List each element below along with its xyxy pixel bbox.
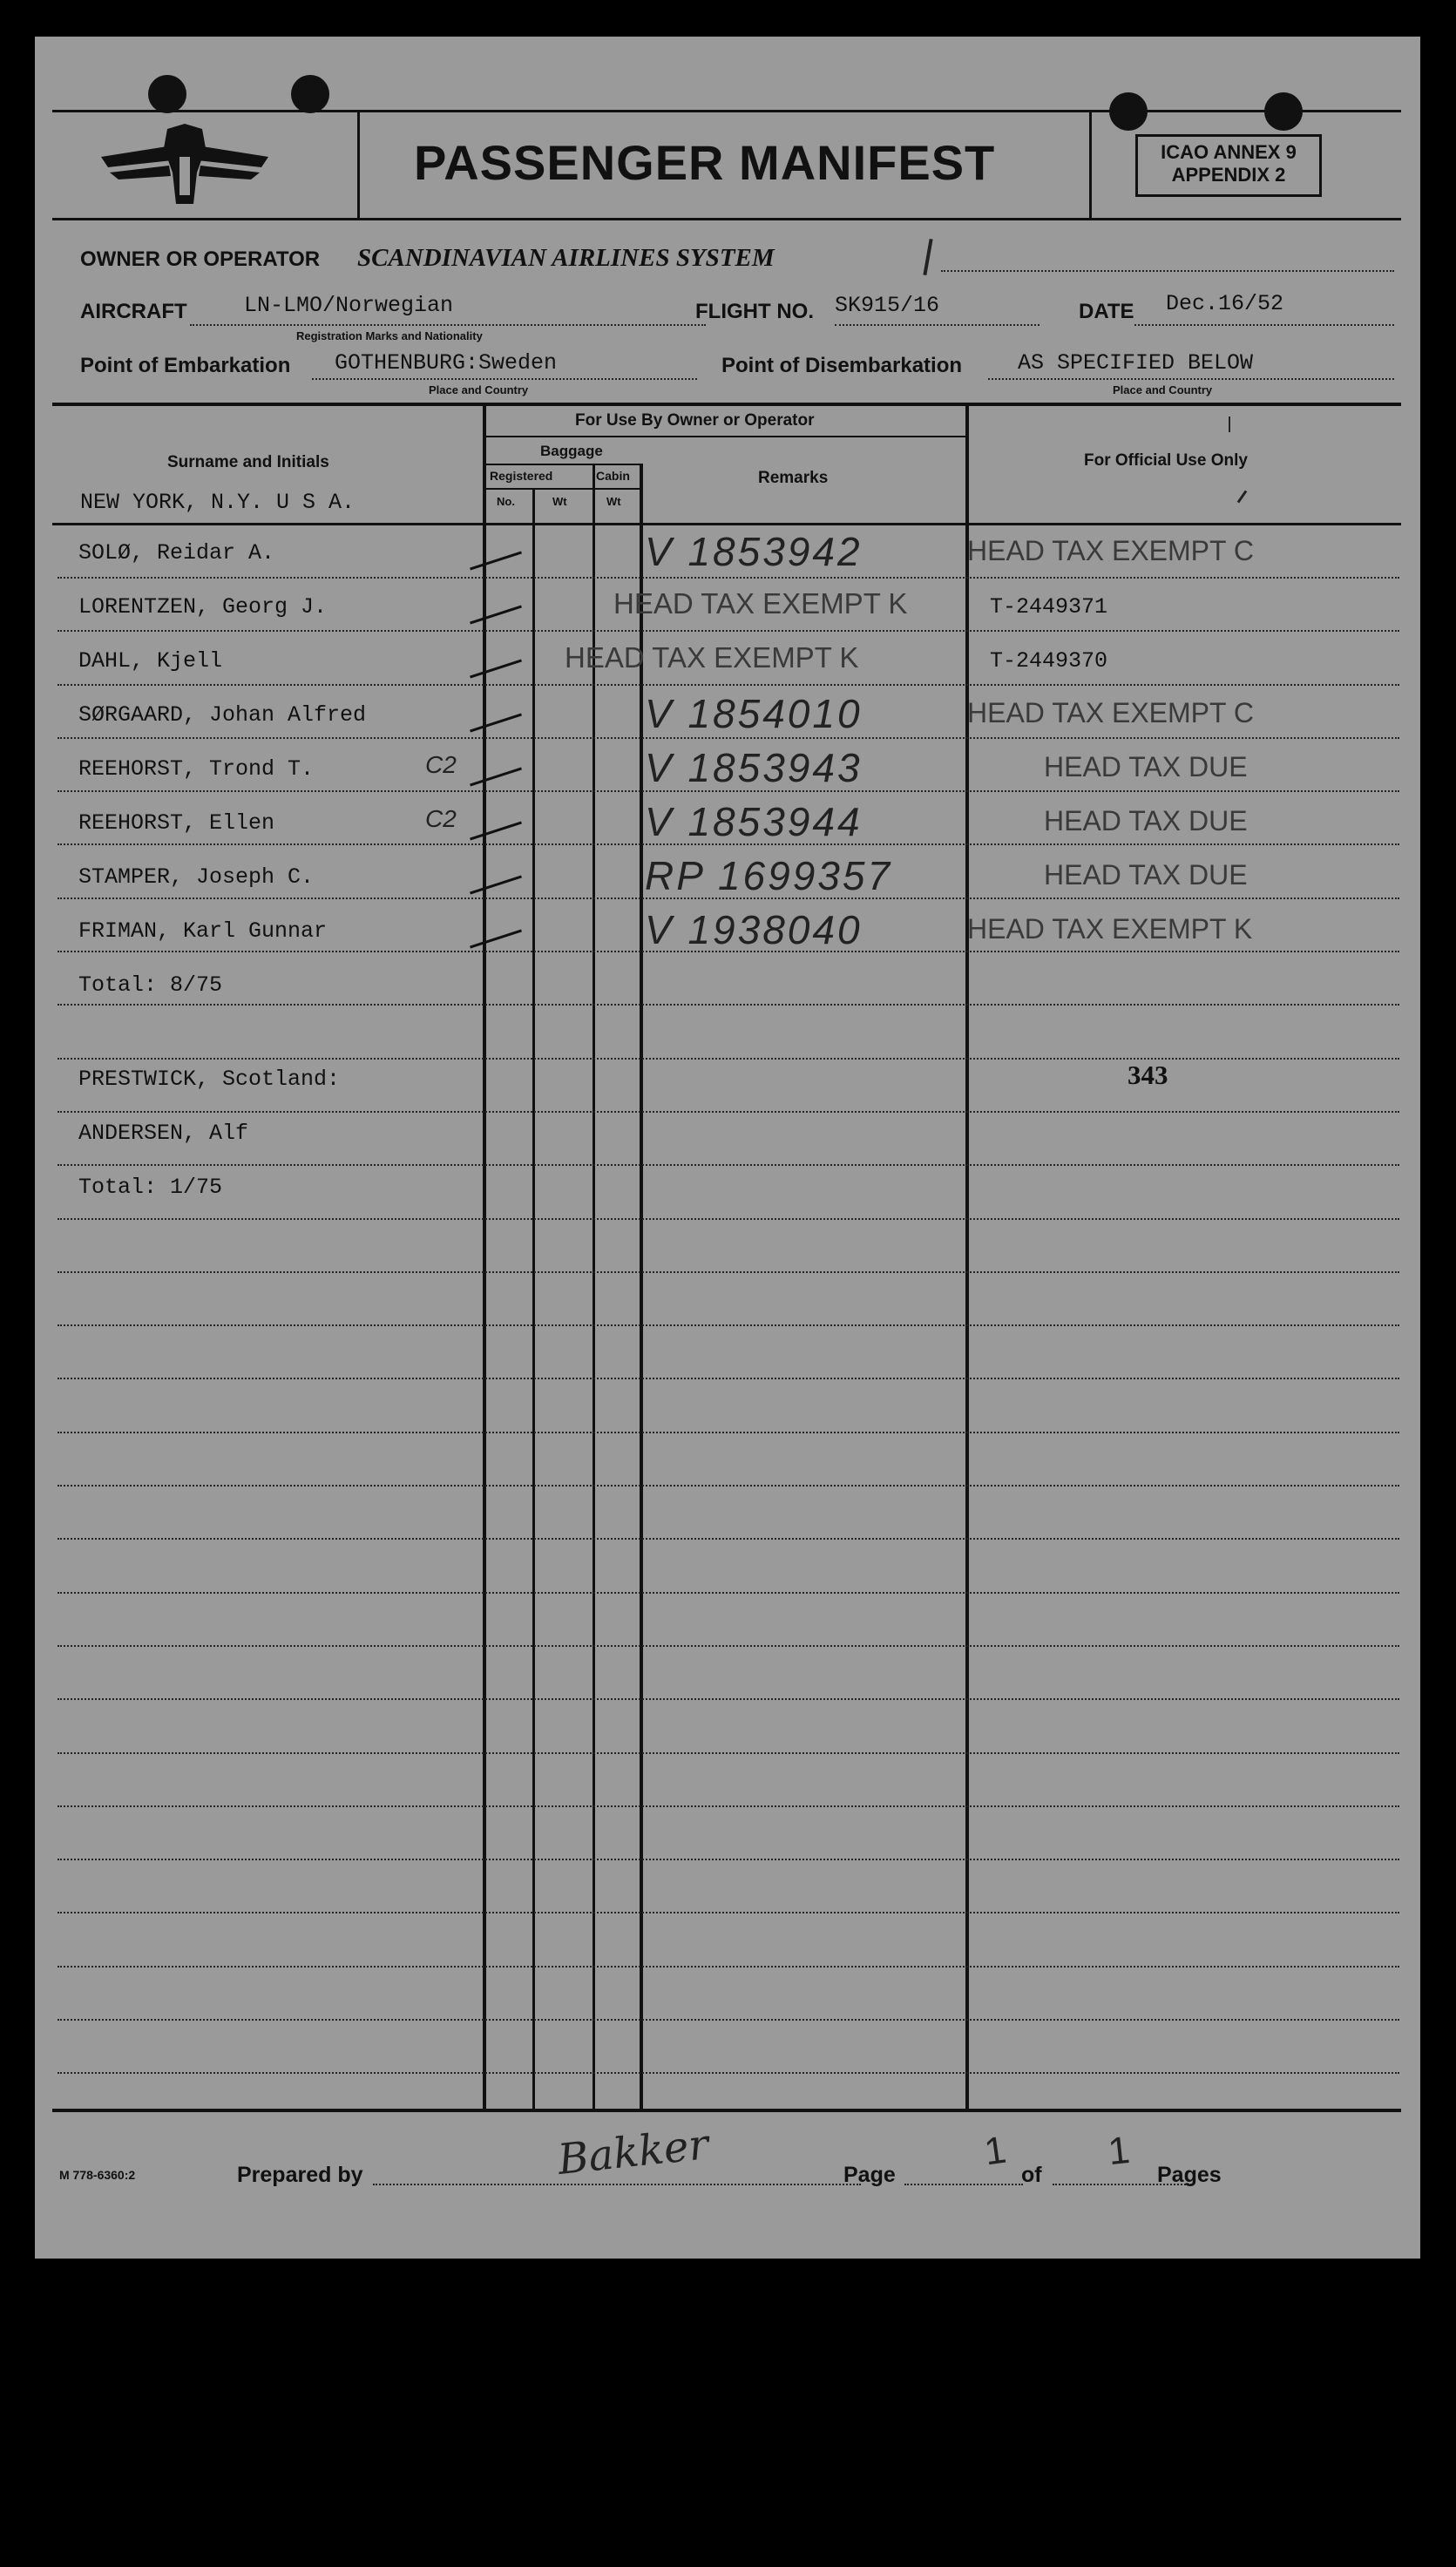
- embark-dotted-line: [312, 378, 697, 380]
- row-rule: [58, 1698, 1399, 1700]
- date-label: DATE: [1079, 300, 1134, 323]
- official-stamp: HEAD TAX EXEMPT K: [967, 913, 1253, 945]
- check-mark-icon: [470, 929, 522, 948]
- handwritten-mark: [1229, 417, 1230, 432]
- check-mark-icon: [470, 767, 522, 786]
- row-rule: [58, 1111, 1399, 1113]
- official-stamp: HEAD TAX DUE: [1044, 805, 1248, 836]
- header-bottom-rule: [52, 218, 1401, 220]
- aircraft-value: LN-LMO/Norwegian: [244, 293, 454, 318]
- form-title: PASSENGER MANIFEST: [414, 135, 996, 190]
- passenger-name: SOLØ, Reidar A.: [78, 540, 275, 566]
- row-rule: [58, 630, 1399, 632]
- embark-label: Point of Embarkation: [80, 354, 291, 377]
- page-dotted-line: [904, 2184, 1023, 2185]
- passenger-name: REEHORST, Ellen: [78, 810, 275, 836]
- row-rule: [58, 1271, 1399, 1273]
- remarks-header: Remarks: [758, 469, 829, 487]
- disembark-dotted-line: [988, 378, 1394, 380]
- of-value: 1: [1106, 2128, 1132, 2174]
- table-top-rule: [52, 403, 1401, 406]
- footer-code: M 778-6360:2: [59, 2168, 136, 2182]
- passenger-name: FRIMAN, Karl Gunnar: [78, 918, 328, 944]
- baggage-header: Baggage: [540, 443, 603, 459]
- remarks-handwritten: RP 1699357: [645, 853, 893, 898]
- column-divider: [640, 464, 643, 2109]
- passenger-name: ANDERSEN, Alf: [78, 1121, 249, 1146]
- row-rule: [58, 684, 1399, 686]
- check-mark-icon: [470, 821, 522, 840]
- aircraft-dotted-line: [190, 324, 706, 326]
- header-rule: [483, 436, 965, 437]
- header-rule: [483, 464, 643, 465]
- destination-heading: PRESTWICK, Scotland:: [78, 1067, 341, 1092]
- row-rule: [58, 1432, 1399, 1433]
- handwritten-mark: [1237, 491, 1248, 504]
- embark-value: GOTHENBURG:Sweden: [335, 350, 558, 376]
- official-stamp: HEAD TAX EXEMPT C: [967, 535, 1254, 566]
- header-divider: [357, 110, 360, 218]
- flight-dotted-line: [835, 324, 1040, 326]
- official-stamp: HEAD TAX EXEMPT C: [967, 697, 1254, 728]
- aircraft-label: AIRCRAFT: [80, 300, 187, 323]
- column-divider: [532, 488, 535, 2109]
- column-divider: [483, 403, 486, 2109]
- passenger-name: STAMPER, Joseph C.: [78, 864, 315, 890]
- prepared-label: Prepared by: [237, 2163, 363, 2187]
- prepared-signature: Bakker: [555, 2120, 711, 2184]
- no-header: No.: [497, 495, 515, 508]
- header-divider: [1089, 110, 1092, 218]
- row-rule: [58, 1164, 1399, 1166]
- remarks-handwritten: V 1853942: [645, 529, 863, 574]
- passenger-mark: C2: [425, 751, 457, 778]
- row-rule: [58, 1912, 1399, 1913]
- passenger-name: SØRGAARD, Johan Alfred: [78, 702, 367, 728]
- owner-value: SCANDINAVIAN AIRLINES SYSTEM: [357, 244, 775, 272]
- check-mark-icon: [470, 659, 522, 678]
- flight-value: SK915/16: [835, 293, 940, 318]
- remarks-stamp: HEAD TAX EXEMPT K: [613, 587, 908, 620]
- operator-use-header: For Use By Owner or Operator: [575, 411, 815, 430]
- aircraft-caption: Registration Marks and Nationality: [296, 329, 483, 342]
- date-dotted-line: [1134, 324, 1394, 326]
- column-divider: [593, 464, 595, 2109]
- remarks-handwritten: V 1853944: [645, 799, 863, 844]
- remarks-handwritten: V 1854010: [645, 691, 863, 736]
- row-rule: [58, 1218, 1399, 1220]
- of-label: of: [1021, 2163, 1042, 2187]
- passenger-name: DAHL, Kjell: [78, 648, 223, 674]
- passenger-mark: C2: [425, 805, 457, 832]
- row-rule: [58, 1752, 1399, 1754]
- column-divider: [965, 403, 969, 2109]
- remarks-stamp: HEAD TAX EXEMPT K: [565, 641, 859, 674]
- official-stamp: HEAD TAX DUE: [1044, 751, 1248, 782]
- icao-line2: APPENDIX 2: [1171, 164, 1286, 186]
- row-rule: [58, 2072, 1399, 2074]
- check-mark-icon: [470, 551, 522, 570]
- remarks-handwritten: V 1853943: [645, 745, 863, 790]
- punch-hole: [148, 75, 186, 113]
- row-rule: [58, 1324, 1399, 1326]
- total-line: Total: 1/75: [78, 1175, 223, 1200]
- remarks-handwritten: V 1938040: [645, 907, 863, 952]
- row-rule: [58, 1859, 1399, 1860]
- official-value: T-2449370: [990, 648, 1108, 674]
- punch-hole: [291, 75, 329, 113]
- row-rule: [58, 737, 1399, 739]
- header-rule: [483, 488, 643, 490]
- row-rule: [58, 1805, 1399, 1807]
- handwritten-mark: [923, 239, 932, 275]
- pages-label: Pages: [1157, 2163, 1222, 2187]
- official-value: T-2449371: [990, 594, 1108, 620]
- flight-label: FLIGHT NO.: [695, 300, 814, 323]
- passenger-name: REEHORST, Trond T.: [78, 756, 315, 782]
- row-rule: [58, 2019, 1399, 2021]
- registered-header: Registered: [490, 469, 553, 483]
- page-label: Page: [843, 2163, 896, 2187]
- table-bottom-rule: [52, 2109, 1401, 2112]
- disembark-caption: Place and Country: [1113, 383, 1213, 396]
- manifest-sheet: [35, 37, 1420, 2259]
- row-rule: [58, 1966, 1399, 1968]
- row-rule: [58, 1592, 1399, 1594]
- check-mark-icon: [470, 875, 522, 894]
- icao-box: [1135, 134, 1322, 197]
- owner-label: OWNER OR OPERATOR: [80, 247, 321, 271]
- row-rule: [58, 1485, 1399, 1487]
- date-value: Dec.16/52: [1166, 291, 1284, 316]
- row-rule: [58, 1058, 1399, 1060]
- passenger-name: LORENTZEN, Georg J.: [78, 594, 328, 620]
- check-mark-icon: [470, 605, 522, 624]
- cabin-header: Cabin: [596, 469, 630, 483]
- row-rule: [58, 1645, 1399, 1647]
- owner-dotted-line: [941, 270, 1394, 272]
- row-rule: [58, 1004, 1399, 1006]
- row-rule: [52, 523, 1401, 525]
- weight-header: Wt: [552, 495, 567, 508]
- disembark-value: AS SPECIFIED BELOW: [1018, 350, 1254, 376]
- embark-caption: Place and Country: [429, 383, 529, 396]
- destination-heading: NEW YORK, N.Y. U S A.: [80, 490, 356, 515]
- icao-line1: ICAO ANNEX 9: [1161, 141, 1297, 163]
- row-rule: [58, 1538, 1399, 1540]
- total-line: Total: 8/75: [78, 972, 223, 998]
- disembark-label: Point of Disembarkation: [721, 354, 963, 377]
- row-rule: [58, 577, 1399, 579]
- header-top-rule: [52, 110, 1401, 112]
- prepared-dotted-line: [373, 2184, 861, 2185]
- surname-header: Surname and Initials: [167, 453, 329, 471]
- official-use-header: For Official Use Only: [1084, 451, 1248, 470]
- check-mark-icon: [470, 713, 522, 732]
- cabin-weight-header: Wt: [606, 495, 621, 508]
- stamped-number: 343: [1128, 1060, 1168, 1090]
- row-rule: [58, 1378, 1399, 1379]
- official-stamp: HEAD TAX DUE: [1044, 859, 1248, 891]
- airline-logo-icon: [98, 122, 272, 209]
- page-value: 1: [981, 2128, 1009, 2174]
